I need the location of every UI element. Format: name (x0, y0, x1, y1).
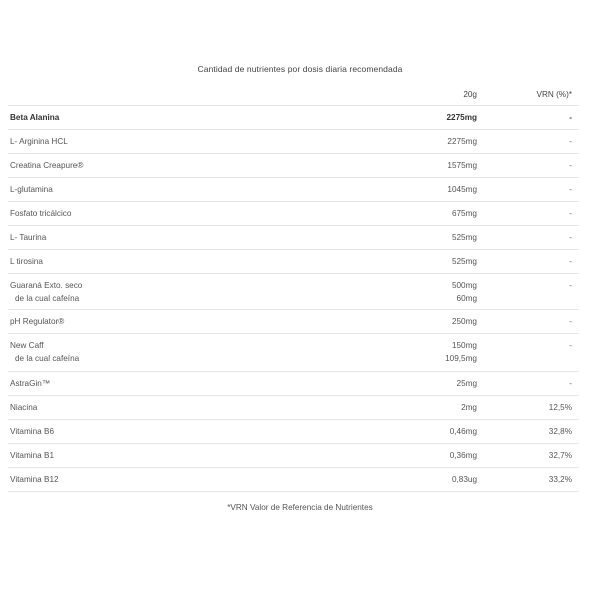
nutrient-amount: 675mg (451, 209, 477, 218)
table-row (8, 178, 579, 202)
table-row (8, 334, 579, 372)
nutrition-table (8, 82, 579, 492)
nutrient-vrn: - (569, 161, 572, 170)
nutrient-amount: 500mg (451, 281, 477, 290)
nutrient-vrn: - (569, 281, 572, 290)
table-row (8, 420, 579, 444)
table-row (8, 274, 579, 310)
nutrient-amount: 525mg (451, 257, 477, 266)
table-title: Cantidad de nutrientes por dosis diaria recomendada (197, 64, 403, 74)
nutrient-vrn: 32,8% (548, 427, 572, 436)
nutrient-name: L- Taurina (10, 233, 47, 242)
nutrient-vrn: 33,2% (548, 475, 572, 484)
table-row (8, 250, 579, 274)
nutrient-name: L-glutamina (10, 185, 53, 194)
nutrient-name: New Caff (10, 341, 44, 350)
table-row (8, 310, 579, 334)
nutrient-vrn: 12,5% (548, 403, 572, 412)
nutrient-amount: 0,46mg (449, 427, 477, 436)
nutrient-amount: 150mg (451, 341, 477, 350)
nutrient-vrn: 32,7% (548, 451, 572, 460)
nutrient-amount: 525mg (451, 233, 477, 242)
nutrient-amount: 0,36mg (449, 451, 477, 460)
table-header-row (8, 82, 579, 106)
table-row (8, 154, 579, 178)
table-row (8, 202, 579, 226)
table-row (8, 226, 579, 250)
nutrient-vrn: - (569, 233, 572, 242)
nutrient-name: Vitamina B6 (10, 427, 54, 436)
header-amount: 20g (463, 90, 477, 99)
nutrient-amount: 1045mg (447, 185, 477, 194)
table-row (8, 130, 579, 154)
nutrient-name: AstraGin™ (10, 379, 51, 388)
nutrient-amount: 1575mg (447, 161, 477, 170)
nutrient-name: Beta Alanina (10, 113, 60, 122)
table-row (8, 372, 579, 396)
nutrient-name: Niacina (10, 403, 38, 412)
nutrient-name: Fosfato tricálcico (10, 209, 72, 218)
nutrient-name: Vitamina B1 (10, 451, 54, 460)
nutrient-amount: 2275mg (447, 137, 477, 146)
nutrient-vrn: - (569, 113, 572, 122)
table-row (8, 396, 579, 420)
nutrient-sub-name: de la cual cafeína (15, 294, 80, 303)
nutrient-name: Guaraná Exto. seco (10, 281, 83, 290)
nutrient-vrn: - (569, 185, 572, 194)
nutrient-vrn: - (569, 137, 572, 146)
nutrient-name: L- Arginina HCL (10, 137, 68, 146)
nutrient-vrn: - (569, 317, 572, 326)
nutrient-sub-amount: 109,5mg (445, 354, 477, 363)
table-row (8, 106, 579, 130)
nutrient-name: Vitamina B12 (10, 475, 59, 484)
nutrient-amount: 2275mg (446, 113, 477, 122)
nutrient-amount: 0,83ug (451, 475, 477, 484)
nutrient-sub-name: de la cual cafeína (15, 354, 80, 363)
table-row (8, 468, 579, 492)
nutrient-name: Creatina Creapure® (10, 161, 84, 170)
footnote: *VRN Valor de Referencia de Nutrientes (227, 503, 373, 512)
nutrient-amount: 2mg (461, 403, 477, 412)
nutrient-name: pH Regulator® (10, 317, 65, 326)
nutrient-sub-amount: 60mg (456, 294, 477, 303)
nutrient-amount: 25mg (456, 379, 477, 388)
nutrient-amount: 250mg (451, 317, 477, 326)
nutrient-vrn: - (569, 257, 572, 266)
nutrient-vrn: - (569, 379, 572, 388)
header-vrn: VRN (%)* (536, 90, 572, 99)
nutrient-vrn: - (569, 341, 572, 350)
table-row (8, 444, 579, 468)
nutrient-name: L tirosina (10, 257, 43, 266)
nutrient-vrn: - (569, 209, 572, 218)
